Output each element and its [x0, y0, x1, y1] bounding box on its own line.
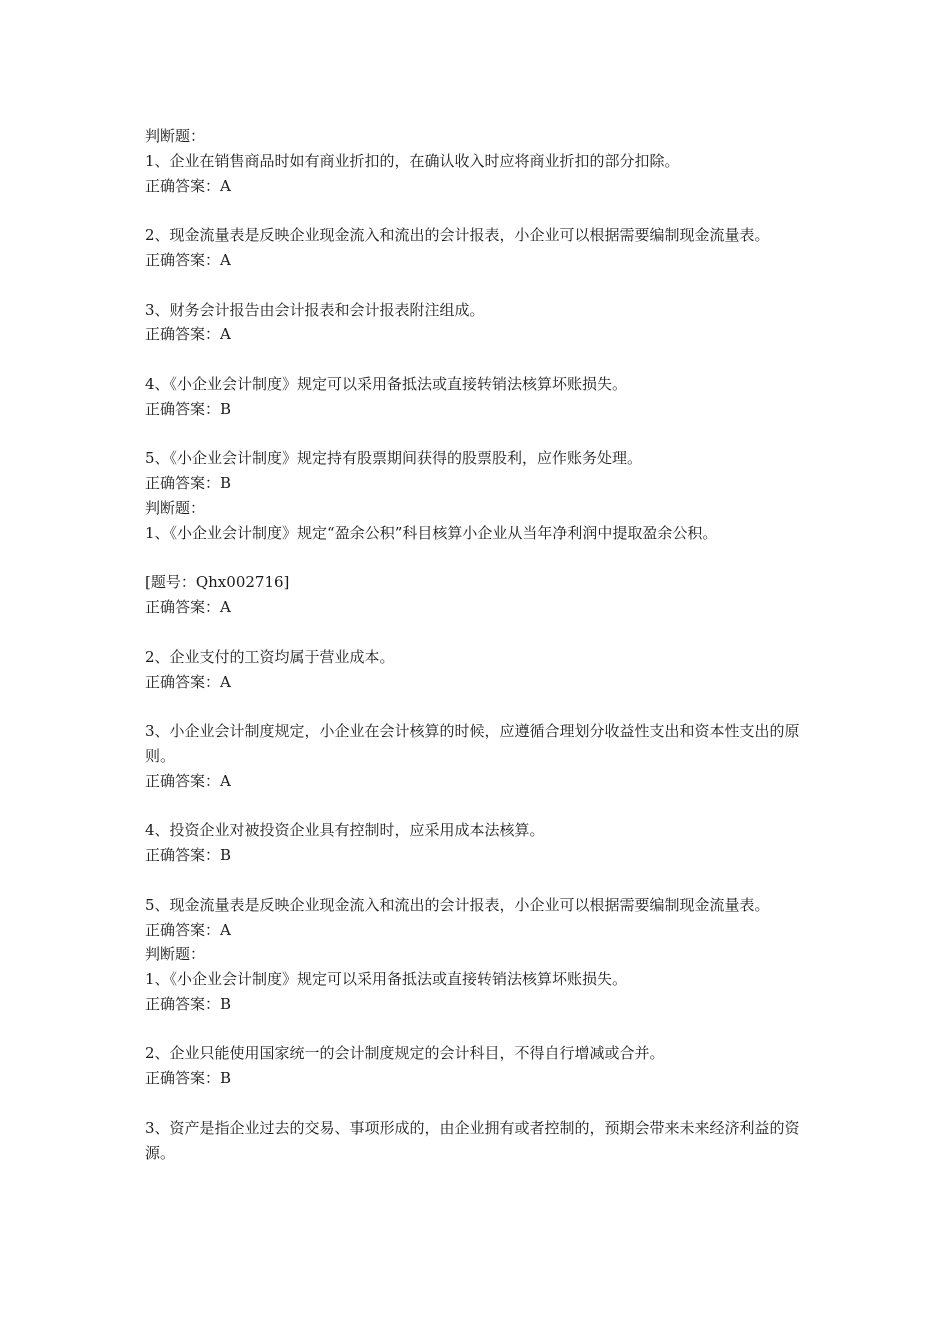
question-text: 1、企业在销售商品时如有商业折扣的，在确认收入时应将商业折扣的部分扣除。 [145, 151, 680, 170]
question-text: 2、现金流量表是反映企业现金流入和流出的会计报表，小企业可以根据需要编制现金流量表。 [145, 226, 770, 245]
blank-line [145, 198, 815, 223]
blank-line [145, 546, 815, 571]
blank-line [145, 1091, 815, 1116]
question-text: 3、小企业会计制度规定，小企业在会计核算的时候，应遵循合理划分收益性支出和资本性支出的原则。 [145, 722, 800, 765]
answer-line: 正确答案：B [145, 399, 232, 418]
section-heading: 判断题： [145, 498, 206, 517]
section-heading: 判断题： [145, 127, 206, 145]
answer-line: 正确答案：A [145, 598, 231, 617]
blank-line [145, 347, 815, 372]
answer-line: 正确答案：B [145, 994, 232, 1013]
blank-line [145, 868, 815, 893]
answer-line: 正确答案：B [145, 474, 232, 493]
blank-line [145, 694, 815, 719]
question-text: 3、财务会计报告由会计报表和会计报表附注组成。 [145, 300, 485, 319]
answer-line: 正确答案：A [145, 920, 231, 939]
blank-line [145, 422, 815, 447]
question-text: 5、《小企业会计制度》规定持有股票期间获得的股票股利，应作账务处理。 [145, 449, 643, 468]
answer-line: 正确答案：B [145, 846, 232, 865]
answer-line: 正确答案：A [145, 176, 231, 195]
question-text: 3、资产是指企业过去的交易、事项形成的，由企业拥有或者控制的，预期会带来未来经济利益的资源。 [145, 1118, 800, 1162]
blank-line [145, 273, 815, 298]
question-text: 1、《小企业会计制度》规定可以采用备抵法或直接转销法核算坏账损失。 [145, 970, 628, 989]
section-heading: 判断题： [145, 945, 206, 964]
question-text: 4、《小企业会计制度》规定可以采用备抵法或直接转销法核算坏账损失。 [145, 374, 628, 393]
question-text: 2、企业只能使用国家统一的会计制度规定的会计科目，不得自行增减或合并。 [145, 1044, 665, 1063]
answer-line: 正确答案：A [145, 250, 231, 269]
question-text: 4、投资企业对被投资企业具有控制时，应采用成本法核算。 [145, 821, 545, 840]
answer-line: 正确答案：A [145, 771, 231, 790]
answer-line: 正确答案：A [145, 325, 231, 344]
question-id: [题号：Qhx002716] [145, 573, 290, 592]
blank-line [145, 794, 815, 819]
question-text: 2、企业支付的工资均属于营业成本。 [145, 647, 395, 666]
document-page [145, 124, 815, 1165]
question-text: 5、现金流量表是反映企业现金流入和流出的会计报表，小企业可以根据需要编制现金流量表。 [145, 895, 770, 914]
question-text: 1、《小企业会计制度》规定“盈余公积”科目核算小企业从当年净利润中提取盈余公积。 [145, 523, 718, 542]
answer-line: 正确答案：A [145, 672, 231, 691]
blank-line [145, 1017, 815, 1042]
blank-line [145, 620, 815, 645]
answer-line: 正确答案：B [145, 1069, 232, 1088]
